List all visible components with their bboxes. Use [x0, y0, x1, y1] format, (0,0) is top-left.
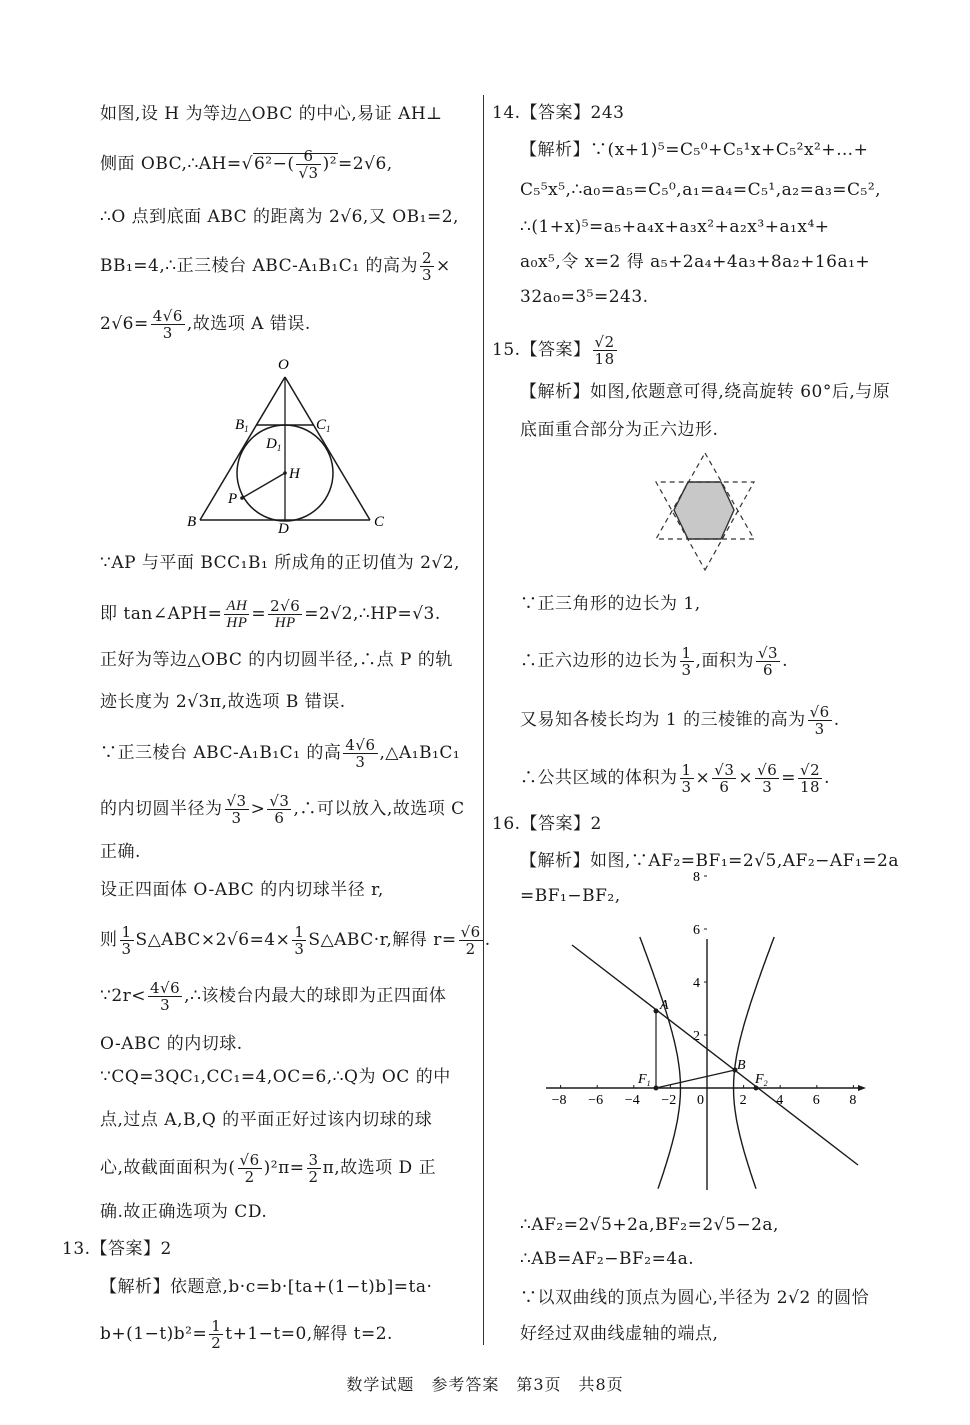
line-through-f2: [572, 945, 858, 1165]
label-b1: $B_1$: [235, 417, 249, 434]
answer-fraction: [593, 334, 617, 367]
label-c: C: [374, 514, 385, 530]
fraction: [238, 1152, 262, 1185]
text-fragment: ∵2r<: [100, 986, 147, 1006]
hyperbola-left-branch: [640, 937, 681, 1189]
numerator: 1: [294, 923, 305, 941]
x-tick-label: 0: [697, 1093, 704, 1108]
text-line: [100, 1318, 393, 1351]
text-line: O-ABC 的内切球.: [100, 1034, 243, 1054]
label-b: B: [737, 1058, 746, 1073]
math-fragment: )²: [322, 154, 338, 174]
numerator: √6: [809, 703, 830, 721]
text-line: 迹长度为 2√3π,故选项 B 错误.: [100, 692, 346, 712]
denominator: 3: [681, 661, 692, 679]
text-fragment: b+(1−t)b²=: [100, 1324, 208, 1344]
denominator: 2: [244, 1168, 255, 1186]
text-line: [520, 645, 788, 678]
numerator: 4√6: [345, 736, 376, 754]
text-fragment: S△ABC·r,解得 r=: [308, 930, 457, 950]
fraction: [120, 924, 134, 957]
x-tick-label: −8: [551, 1093, 567, 1108]
point-f1: [654, 1086, 659, 1091]
denominator: 3: [231, 809, 242, 827]
fraction: [712, 762, 736, 795]
numerator: 1: [681, 644, 692, 662]
denominator: 2: [465, 940, 476, 958]
numerator: √3: [269, 792, 290, 810]
x-tick-label: 2: [739, 1093, 747, 1108]
text-line: 【解析】依题意,b·c=b·[ta+(1−t)b]=ta·: [100, 1277, 433, 1297]
numerator: √6: [460, 923, 481, 941]
y-tick-label: 8: [693, 870, 700, 885]
page-footer: 数学试题 参考答案 第3页 共8页: [346, 1375, 624, 1394]
fraction: [296, 148, 320, 181]
label-p: P: [228, 491, 238, 507]
label-f1: $F_1$: [638, 1072, 651, 1088]
label-d1: $D_1$: [266, 436, 282, 453]
text-line: 点,过点 A,B,Q 的平面正好过该内切球的球: [100, 1110, 433, 1130]
text-fragment: =: [251, 604, 267, 624]
text-fragment: 15.【答案】: [492, 340, 591, 360]
denominator: 3: [421, 266, 432, 284]
y-tick-label: 2: [693, 1029, 700, 1044]
denominator: 18: [594, 350, 615, 368]
text-fragment: π,故选项 D 正: [322, 1158, 437, 1178]
text-fragment: ,△A₁B₁C₁: [379, 743, 461, 763]
text-line: 底面重合部分为正六边形.: [520, 420, 719, 440]
fraction: [307, 1152, 321, 1185]
text-line: a₀x⁵,令 x=2 得 a₅+2a₄+4a₃+8a₂+16a₁+: [520, 252, 871, 272]
numerator: 2: [421, 249, 432, 267]
text-fragment: .: [484, 930, 491, 950]
point-p: [240, 496, 244, 500]
text-fragment: ×: [436, 256, 451, 276]
text-fragment: ,∴该棱台内最大的球即为正四面体: [184, 986, 447, 1006]
text-fragment: =2√2,∴HP=√3.: [304, 604, 441, 624]
answer-heading-13: 13.【答案】2: [62, 1239, 172, 1259]
numerator: AH: [226, 598, 248, 614]
numerator: √6: [239, 1151, 260, 1169]
label-b: B: [187, 514, 197, 530]
label-d: D: [278, 521, 289, 537]
label-h: H: [289, 466, 300, 482]
text-line: [520, 762, 830, 795]
x-tick-label: −4: [624, 1093, 640, 1108]
text-fragment: 即 tan∠APH=: [100, 604, 223, 624]
denominator: 6: [762, 661, 774, 679]
text-line: [100, 250, 451, 283]
text-line: [100, 598, 441, 631]
text-line: 确.故正确选项为 CD.: [100, 1202, 268, 1222]
text-fragment: 侧面 OBC,∴AH=: [100, 154, 242, 174]
text-line: ∵正三角形的边长为 1,: [520, 594, 701, 614]
text-line: ∵AP 与平面 BCC₁B₁ 所成角的正切值为 2√2,: [100, 553, 460, 573]
denominator: √3: [298, 164, 319, 182]
denominator: 2: [308, 1168, 319, 1186]
denominator: 18: [800, 778, 821, 796]
text-fragment: )²π=: [263, 1158, 305, 1178]
text-line: 32a₀=3⁵=243.: [520, 287, 649, 307]
answer-heading-14: 14.【答案】243: [492, 103, 625, 123]
x-tick-label: −6: [588, 1093, 604, 1108]
denominator: HP: [226, 615, 248, 631]
denominator: 6: [274, 809, 285, 827]
math-fragment: 6²−(: [253, 154, 295, 174]
text-line: [520, 704, 840, 737]
text-fragment: >: [250, 799, 266, 819]
fraction: [148, 980, 182, 1013]
fraction: [808, 704, 832, 737]
point-a: [654, 1009, 659, 1014]
y-tick-label: 4: [693, 976, 700, 991]
text-line: [100, 308, 311, 341]
label-c1: $C_1$: [316, 417, 331, 434]
text-fragment: .: [824, 768, 831, 788]
label-a: A: [660, 998, 669, 1013]
text-fragment: =2√6,: [338, 154, 393, 174]
numerator: √6: [757, 761, 778, 779]
text-fragment: ∴公共区域的体积为: [520, 768, 678, 788]
text-fragment: ∴正六边形的边长为: [520, 651, 678, 671]
text-line: ∴O 点到底面 ABC 的距离为 2√6,又 OB₁=2,: [100, 207, 459, 227]
fraction: [268, 598, 302, 631]
numerator: 4√6: [150, 979, 181, 997]
text-fragment: t+1−t=0,解得 t=2.: [225, 1324, 393, 1344]
fraction: [680, 645, 694, 678]
numerator: 2√6: [270, 597, 301, 615]
edge-oc: [285, 377, 370, 520]
sqrt-expression: √6²−( $\frac{6}{√3}$ )²: [241, 147, 338, 182]
text-fragment: ,∴可以放入,故选项 C: [293, 799, 465, 819]
denominator: 3: [294, 940, 305, 958]
denominator: 2: [211, 1334, 222, 1352]
segment-hp: [242, 473, 285, 498]
text-line: 好经过双曲线虚轴的端点,: [520, 1324, 719, 1344]
fraction: [151, 308, 185, 341]
text-fragment: 又易知各棱长均为 1 的三棱锥的高为: [520, 710, 806, 730]
text-fragment: S△ABC×2√6=4×: [135, 930, 291, 950]
denominator: 3: [162, 324, 173, 342]
text-fragment: ,故选项 A 错误.: [186, 314, 311, 334]
fraction: [459, 924, 483, 957]
fraction: [225, 793, 249, 826]
denominator: 3: [355, 753, 366, 771]
text-line: 如图,设 H 为等边△OBC 的中心,易证 AH⊥: [100, 104, 443, 124]
text-fragment: ,面积为: [695, 651, 754, 671]
text-line: 【解析】∵(x+1)⁵=C₅⁰+C₅¹x+C₅²x²+…+: [520, 140, 869, 160]
triangle-incircle-figure: [170, 350, 410, 535]
denominator: 3: [681, 778, 692, 796]
column-divider: [483, 95, 484, 1345]
point-h: [283, 471, 287, 475]
numerator: √2: [594, 333, 615, 351]
text-fragment: BB₁=4,∴正三棱台 ABC-A₁B₁C₁ 的高为: [100, 256, 418, 276]
denominator: 3: [762, 778, 773, 796]
text-fragment: 心,故截面面积为(: [100, 1158, 236, 1178]
text-fragment: ×: [695, 768, 711, 788]
text-fragment: ∵正三棱台 ABC-A₁B₁C₁ 的高: [100, 743, 342, 763]
text-line: [100, 793, 465, 826]
x-tick-label: 4: [776, 1093, 784, 1108]
x-tick-label: 8: [849, 1093, 857, 1108]
numerator: 1: [681, 761, 692, 779]
numerator: √2: [800, 761, 821, 779]
text-line: ∴AF₂=2√5+2a,BF₂=2√5−2a,: [520, 1215, 779, 1235]
denominator: 6: [719, 778, 730, 796]
text-line: ∵CQ=3QC₁,CC₁=4,OC=6,∴Q为 OC 的中: [100, 1067, 451, 1087]
text-fragment: ×: [738, 768, 754, 788]
fraction: [756, 645, 780, 678]
text-fragment: 的内切圆半径为: [100, 799, 223, 819]
fraction: [343, 737, 377, 770]
fraction: [680, 762, 694, 795]
text-line: 【解析】如图,∵AF₂=BF₁=2√5,AF₂−AF₁=2a: [520, 851, 899, 871]
hexagram-figure: [650, 450, 760, 580]
fraction: [267, 793, 291, 826]
numerator: √3: [226, 792, 247, 810]
segment-f1b: [656, 1070, 735, 1088]
numerator: 1: [211, 1317, 222, 1335]
numerator: √3: [714, 761, 735, 779]
y-ticks: [693, 870, 707, 1044]
x-tick-label: −2: [661, 1093, 677, 1108]
label-o: O: [278, 357, 289, 373]
label-f2: $F_2$: [755, 1072, 768, 1088]
fraction: [209, 1318, 223, 1351]
answer-heading-15: [492, 334, 619, 367]
fraction: [292, 924, 306, 957]
x-axis-arrow-icon: [858, 1085, 866, 1091]
denominator: 3: [814, 720, 825, 738]
numerator: √3: [757, 644, 779, 662]
text-line: ∴AB=AF₂−BF₂=4a.: [520, 1249, 695, 1269]
text-fragment: =: [781, 768, 797, 788]
denominator: 3: [121, 940, 132, 958]
y-tick-label: 6: [693, 923, 700, 938]
numerator: 1: [121, 923, 132, 941]
text-line: 正好为等边△OBC 的内切圆半径,∴点 P 的轨: [100, 650, 453, 670]
text-line: 正确.: [100, 842, 141, 862]
fraction: [755, 762, 779, 795]
text-line: [100, 1152, 436, 1185]
text-line: 设正四面体 O-ABC 的内切球半径 r,: [100, 880, 384, 900]
text-fragment: 2√6=: [100, 314, 149, 334]
text-fragment: .: [782, 651, 788, 671]
text-line: ∴(1+x)⁵=a₅+a₄x+a₃x²+a₂x³+a₁x⁴+: [520, 217, 830, 237]
numerator: 4√6: [152, 307, 183, 325]
text-line: 【解析】如图,依题意可得,绕高旋转 60°后,与原: [520, 382, 891, 402]
denominator: HP: [274, 615, 296, 631]
text-fragment: 则: [100, 930, 118, 950]
text-line: =BF₁−BF₂,: [520, 886, 621, 906]
numerator: 6: [296, 148, 320, 165]
text-line: [100, 924, 491, 957]
text-line: [100, 737, 460, 770]
numerator: 3: [308, 1151, 319, 1169]
fraction: [224, 598, 249, 631]
fraction: [798, 762, 822, 795]
text-line: [100, 148, 393, 181]
text-line: [100, 980, 446, 1013]
text-line: ∵以双曲线的顶点为圆心,半径为 2√2 的圆恰: [520, 1288, 870, 1308]
x-tick-label: 6: [812, 1093, 820, 1108]
text-line: C₅⁵x⁵,∴a₀=a₅=C₅⁰,a₁=a₄=C₅¹,a₂=a₃=C₅²,: [520, 180, 882, 200]
answer-heading-16: 16.【答案】2: [492, 814, 602, 834]
denominator: 3: [160, 996, 171, 1014]
fraction: [420, 250, 434, 283]
text-fragment: .: [833, 710, 840, 730]
